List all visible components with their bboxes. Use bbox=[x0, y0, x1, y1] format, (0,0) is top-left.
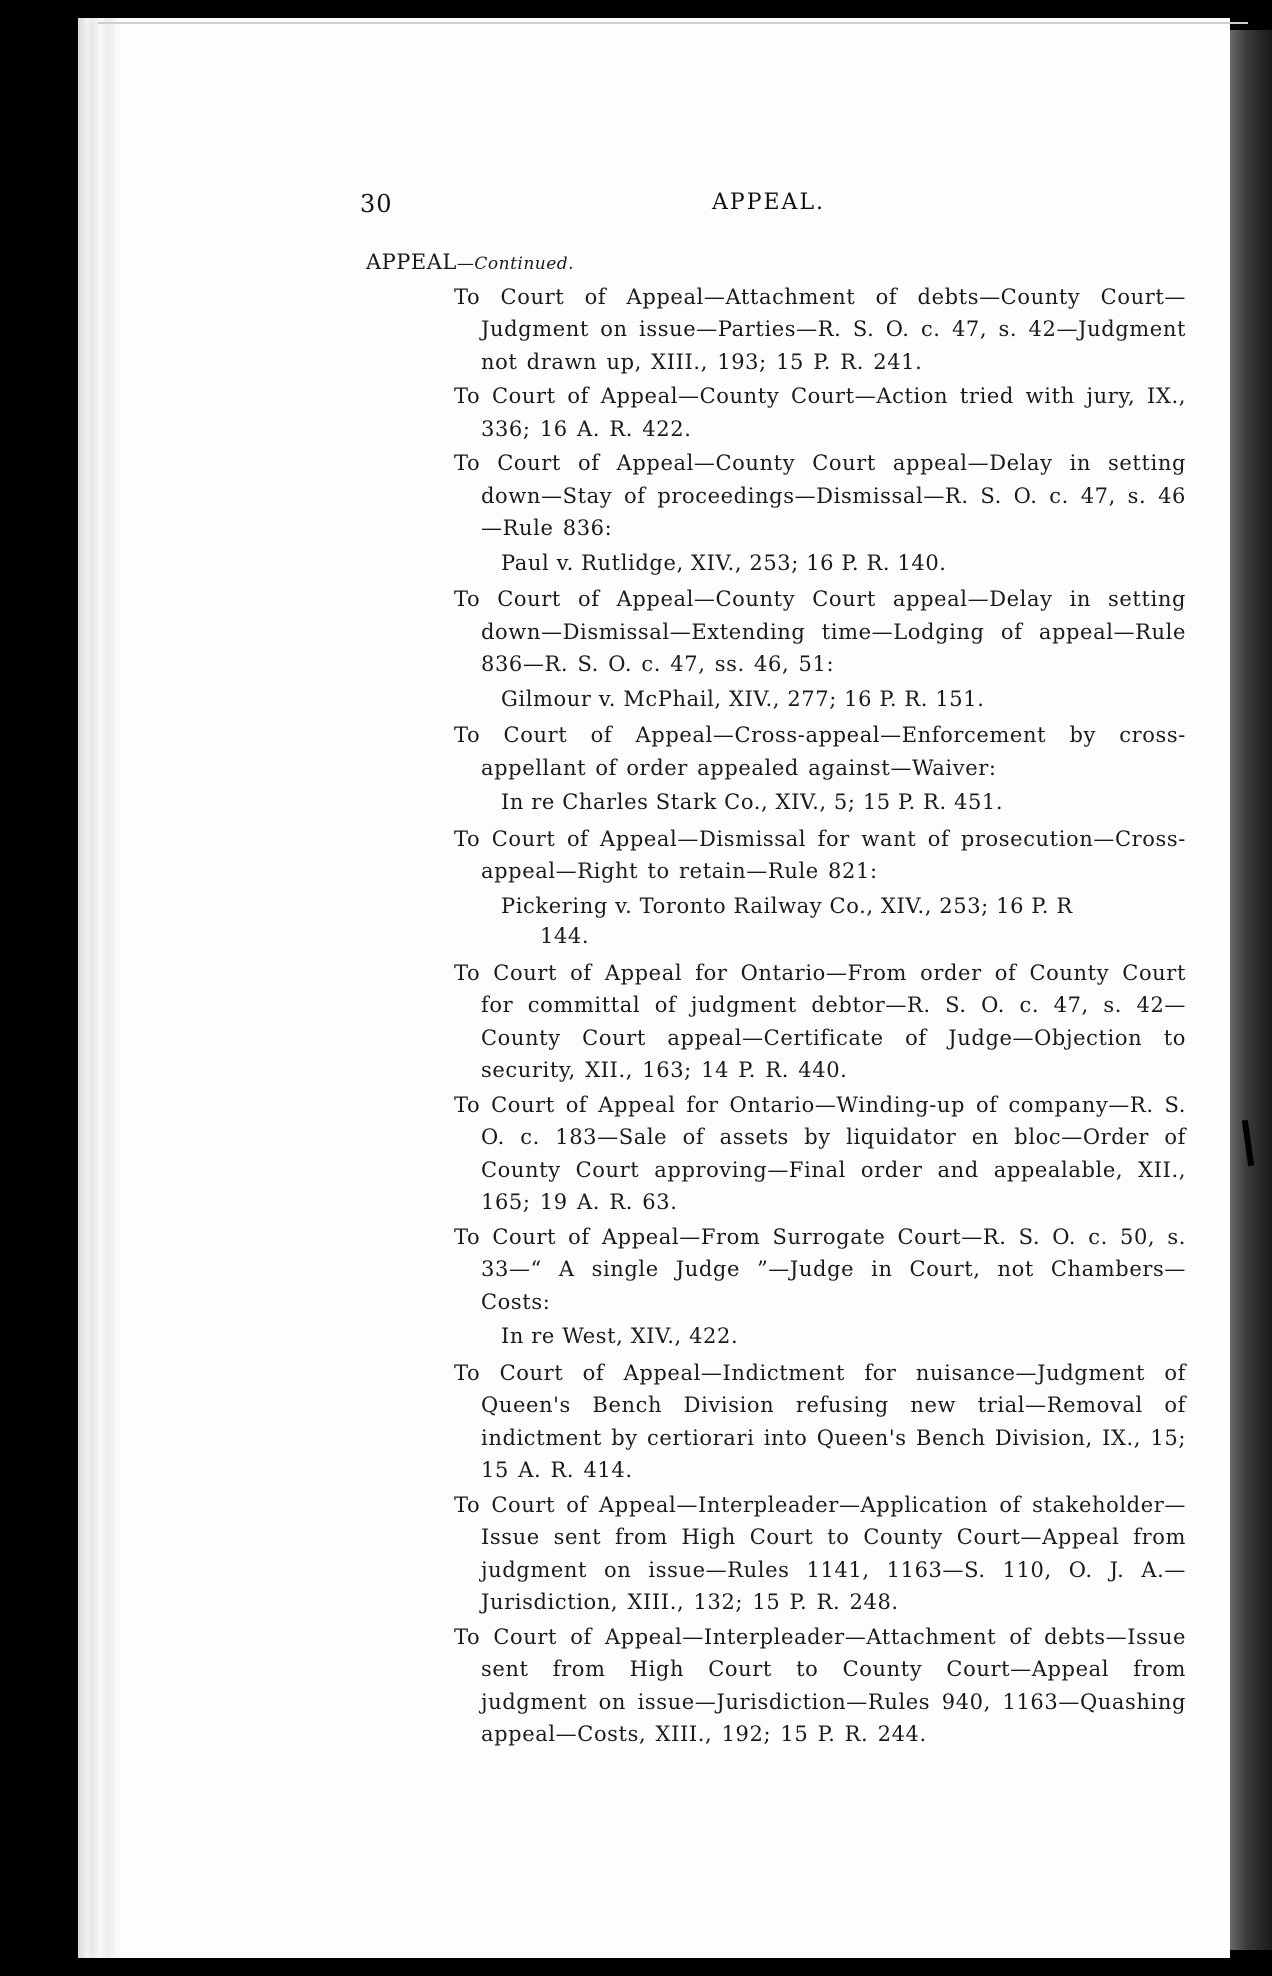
index-entry: To Court of Appeal—Interpleader—Attachment of debts—Issue sent from High Court to County Court—Appeal from judgment on issue—Jurisdiction—Rules 940, 1163—Quashing appeal—Costs, XIII., 192; 15 P. R. 244. bbox=[454, 1624, 1186, 1746]
case-citation: In re West, XIV., 422. bbox=[501, 1324, 739, 1348]
section-heading bbox=[366, 246, 1186, 281]
page-number: 30 bbox=[360, 190, 393, 218]
index-entry: To Court of Appeal—County Court appeal—Delay in setting down—Stay of proceedings—Dismissal—R. S. O. c. 47, s. 46—Rule 836: bbox=[454, 451, 1186, 540]
page-header bbox=[360, 190, 1180, 230]
heading-continued: —Continued. bbox=[456, 254, 575, 274]
top-edge-rule bbox=[98, 22, 1248, 24]
heading-title: APPEAL bbox=[366, 250, 457, 274]
case-citation: Paul v. Rutlidge, XIV., 253; 16 P. R. 140. bbox=[501, 550, 947, 575]
index-entry: To Court of Appeal—Dismissal for want of prosecution—Cross-appeal—Right to retain—Rule 821: bbox=[454, 826, 1186, 883]
index-entry: To Court of Appeal for Ontario—From order of County Court for committal of judgment debtor—R. S. O. c. 47, s. 42—County Court appeal—Certificate of Judge—Objection to security, XII., 163; 14 P. R. 440. bbox=[454, 960, 1186, 1082]
book-binding-edge bbox=[1230, 30, 1272, 1950]
running-title: APPEAL. bbox=[712, 190, 826, 215]
index-entry: To Court of Appeal—Indictment for nuisance—Judgment of Queen's Bench Division refusing new trial—Removal of indictment by certiorari into Queen's Bench Division, IX., 15; 15 A. R. 414. bbox=[454, 1360, 1186, 1482]
index-entry: To Court of Appeal—Interpleader—Application of stakeholder—Issue sent from High Court to County Court—Appeal from judgment on issue—Rules 1141, 1163—S. 110, O. J. A.—Jurisdiction, XIII., 132; 15 P. R. 248. bbox=[454, 1492, 1186, 1614]
index-entry: To Court of Appeal—Attachment of debts—County Court—Judgment on issue—Parties—R. S. O. c. 47, s. 42—Judgment not drawn up, XIII., 193; 15 P. R. 241. bbox=[454, 284, 1186, 374]
index-entry: To Court of Appeal—County Court appeal—Delay in setting down—Dismissal—Extending time—Lodging of appeal—Rule 836—R. S. O. c. 47, ss. 46, 51: bbox=[454, 587, 1186, 676]
case-citation-continued: 144. bbox=[540, 924, 590, 948]
index-entry: To Court of Appeal for Ontario—Winding-up of company—R. S. O. c. 183—Sale of assets by liquidator en bloc—Order of County Court approving—Final order and appealable, XII., 165; 19 A. R. 63. bbox=[454, 1092, 1186, 1214]
index-content bbox=[366, 246, 1186, 1753]
index-entry: To Court of Appeal—From Surrogate Court—R. S. O. c. 50, s. 33—“ A single Judge ”—Judge in Court, not Chambers—Costs: bbox=[454, 1224, 1186, 1314]
index-entry: To Court of Appeal—County Court—Action tried with jury, IX., 336; 16 A. R. 422. bbox=[454, 384, 1186, 441]
case-citation: Gilmour v. McPhail, XIV., 277; 16 P. R. 151. bbox=[501, 686, 985, 711]
case-citation: In re Charles Stark Co., XIV., 5; 15 P. R. 451. bbox=[501, 790, 1004, 814]
case-citation: Pickering v. Toronto Railway Co., XIV., 253; 16 P. R bbox=[501, 893, 1073, 918]
index-entry: To Court of Appeal—Cross-appeal—Enforcement by cross-appellant of order appealed against—Waiver: bbox=[454, 723, 1186, 780]
